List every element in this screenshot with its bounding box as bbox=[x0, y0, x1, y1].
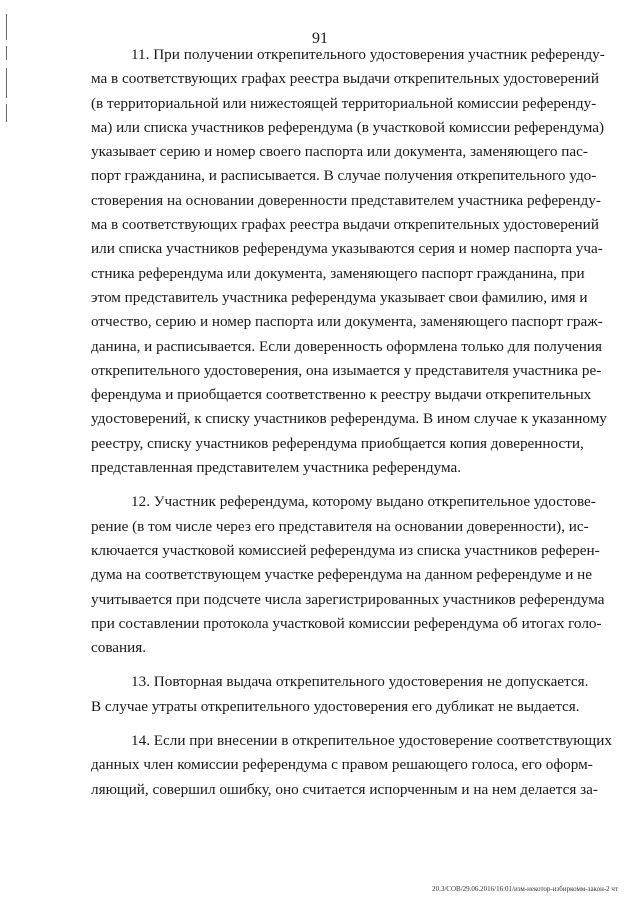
paragraph-14 bbox=[91, 729, 612, 802]
text-line: порт гражданина, и расписывается. В случае получения открепительного удо- bbox=[91, 167, 597, 185]
paragraph-gap bbox=[91, 480, 557, 490]
binding-margin-marks bbox=[3, 0, 11, 130]
paragraph-13 bbox=[91, 670, 589, 719]
text-line: ферендума и приобщается соответственно к реестру выдачи открепительных bbox=[91, 386, 592, 404]
text-line: В случае утраты открепительного удостоверения его дубликат не выдается. bbox=[91, 697, 580, 715]
text-line: дума на соответствующем участке референдума на данном референдуме и не bbox=[91, 566, 593, 584]
text-line: ма в соответствующих графах реестра выдачи открепительных удостоверений bbox=[91, 70, 599, 88]
text-line: стоверения на основании доверенности представителем участника референду- bbox=[91, 191, 601, 209]
paragraph-gap bbox=[91, 719, 557, 729]
paragraph-12 bbox=[91, 490, 605, 660]
text-line: стника референдума или документа, заменяющего паспорт гражданина, при bbox=[91, 264, 585, 282]
text-line: отчество, серию и номер паспорта или документа, заменяющего паспорт граж- bbox=[91, 313, 603, 331]
text-line: реестру, списку участников референдума приобщается копия доверенности, bbox=[91, 434, 584, 452]
text-line: данных член комиссии референдума с правом решающего голоса, его оформ- bbox=[91, 756, 593, 774]
text-line: 11. При получении открепительного удостоверения участник референду- bbox=[131, 46, 605, 63]
document-footer-code: 20.3/СОВ/29.06.2016/16:01/изм-некотор-избиркомм-закон-2 чт bbox=[432, 885, 618, 893]
text-line: этом представитель участника референдума указывает свои фамилию, имя и bbox=[91, 288, 588, 306]
document-body bbox=[91, 43, 612, 802]
text-line: 13. Повторная выдача открепительного удостоверения не допускается. bbox=[131, 673, 589, 691]
text-line: рение (в том числе через его представителя на основании доверенности), ис- bbox=[91, 517, 589, 535]
text-line: ляющий, совершил ошибку, оно считается испорченным и на нем делается за- bbox=[91, 780, 598, 798]
paragraph-gap bbox=[91, 660, 557, 670]
text-line: ключается участковой комиссией референдума из списка участников референ- bbox=[91, 541, 600, 559]
text-line: сования. bbox=[91, 639, 147, 657]
text-line: указывает серию и номер своего паспорта или документа, заменяющего пас- bbox=[91, 143, 588, 161]
paragraph-11 bbox=[91, 43, 607, 480]
text-line: учитывается при подсчете числа зарегистрированных участников референдума bbox=[91, 590, 605, 608]
text-line: удостоверений, к списку участников референдума. В ином случае к указанному bbox=[91, 410, 607, 428]
text-line: ма) или списка участников референдума (в участковой комиссии референдума) bbox=[91, 118, 604, 136]
text-line: представленная представителем участника референдума. bbox=[91, 459, 462, 477]
text-line: данина, и расписывается. Если доверенность оформлена только для получения bbox=[91, 337, 603, 355]
text-line: 12. Участник референдума, которому выдано открепительное удостове- bbox=[131, 493, 596, 511]
text-line: при составлении протокола участковой комиссии референдума об итогах голо- bbox=[91, 614, 602, 632]
page-number: 91 bbox=[312, 30, 328, 47]
text-line: ма в соответствующих графах реестра выдачи открепительных удостоверений bbox=[91, 216, 599, 234]
text-line: или списка участников референдума указываются серия и номер паспорта уча- bbox=[91, 240, 603, 258]
text-line: открепительного удостоверения, она изымается у представителя участника ре- bbox=[91, 361, 602, 379]
text-line: 14. Если при внесении в открепительное удостоверение соответствующих bbox=[131, 732, 612, 750]
text-line: (в территориальной или нижестоящей территориальной комиссии референду- bbox=[91, 94, 597, 112]
